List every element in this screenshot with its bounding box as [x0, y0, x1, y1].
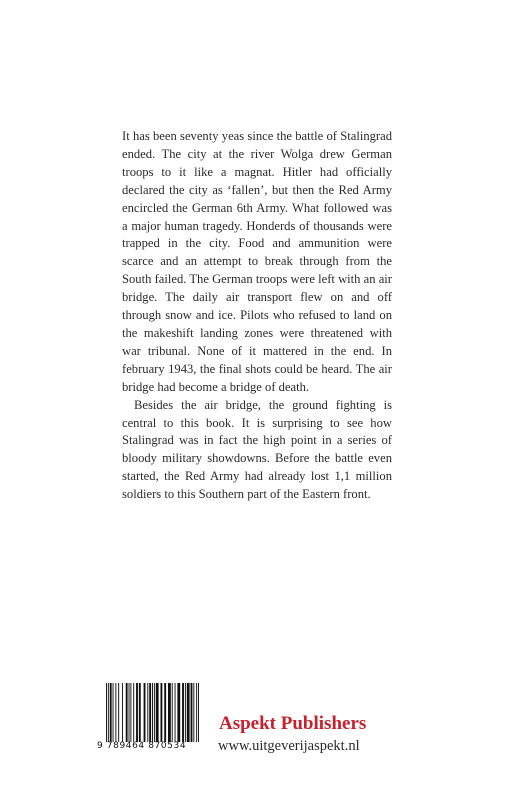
barcode-bar-5 — [118, 683, 119, 742]
barcode-bar-3 — [113, 683, 114, 742]
barcode-bar-13 — [144, 683, 146, 742]
barcode-bar-17 — [154, 683, 155, 742]
publisher-name: Aspekt Publishers — [219, 713, 367, 734]
barcode-bar-18 — [156, 683, 159, 742]
barcode-bar-21 — [168, 683, 171, 742]
barcode-bar-24 — [177, 683, 180, 742]
barcode-number: 9 789464 870534 — [97, 741, 187, 751]
barcode-bar-20 — [164, 683, 166, 742]
barcode-bar-31 — [198, 683, 199, 742]
barcode-bar-19 — [160, 683, 162, 742]
barcode-bar-16 — [152, 683, 153, 742]
barcode-bars — [106, 683, 199, 742]
barcode-bar-11 — [136, 683, 138, 742]
barcode-bar-14 — [147, 683, 148, 742]
barcode-bar-6 — [122, 683, 123, 742]
barcode-bar-1 — [108, 683, 109, 742]
barcode-bar-9 — [130, 683, 131, 742]
barcode-bar-10 — [133, 683, 134, 742]
barcode-bar-29 — [193, 683, 194, 742]
barcode-bar-7 — [126, 683, 128, 742]
barcode-bar-26 — [185, 683, 186, 742]
barcode-bar-12 — [139, 683, 141, 742]
blurb-paragraph-1: It has been seventy yeas since the battle of Stalingrad ended. The city at the river Wolga drew German troops to it like a magnat. Hitler had officially declared the city as ‘fallen’, but then the Red Army encircled the German 6th Army. What followed was a major human tragedy. Honderds of thousands were trapped in the city. Food and ammunition were scarce and an attempt to break through from the South failed. The German troops were left with an air bridge. The daily air transport flew on and off through snow and ice. Pilots who refused to land on the makeshift landing zones were threatened with war tribunal. None of it mattered in the end. In february 1943, the final shots could be heard. The air bridge had become a bridge of death. — [122, 129, 392, 394]
barcode-bar-8 — [129, 683, 130, 742]
barcode-bar-27 — [187, 683, 190, 742]
barcode-bar-4 — [115, 683, 116, 742]
barcode-bar-22 — [172, 683, 173, 742]
barcode-bar-30 — [196, 683, 197, 742]
barcode-bar-28 — [191, 683, 193, 742]
barcode-bar-0 — [106, 683, 107, 742]
barcode-bar-23 — [175, 683, 176, 742]
back-cover-blurb — [122, 128, 392, 504]
blurb-paragraph-2: Besides the air bridge, the ground fighting is central to this book. It is surprising to see how Stalingrad was in fact the high point in a series of bloody military showdowns. Before the battle even started, the Red Army had already lost 1,1 million soldiers to this Southern part of the Eastern front. — [122, 397, 392, 502]
barcode-bar-15 — [149, 683, 151, 742]
isbn-barcode — [97, 683, 200, 753]
barcode-bar-2 — [110, 683, 112, 742]
publisher-website: www.uitgeverijaspekt.nl — [218, 738, 360, 754]
barcode-bar-25 — [182, 683, 184, 742]
